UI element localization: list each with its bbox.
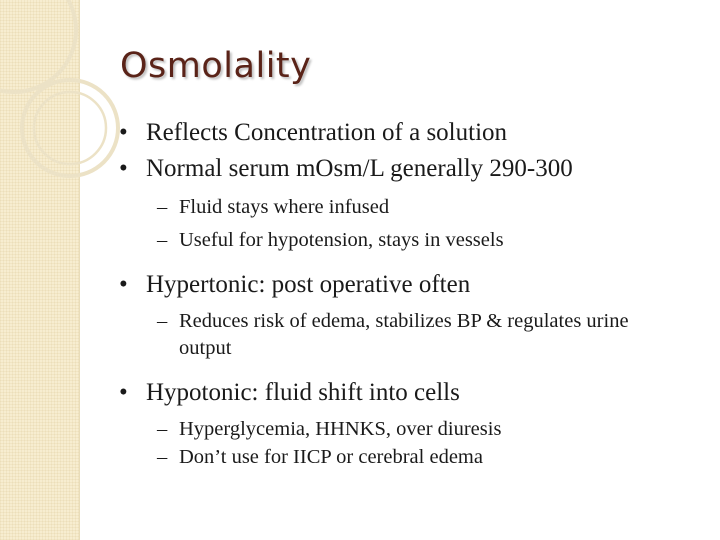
bullet-dot: • [119, 271, 128, 298]
sub-bullet-text: Hyperglycemia, HHNKS, over diuresis [179, 418, 502, 440]
bullet-item [115, 152, 675, 186]
bullet-dot: • [119, 155, 128, 182]
sub-bullet-dash: – [157, 196, 168, 218]
bullet-text: Normal serum mOsm/L generally 290-300 [146, 155, 573, 182]
sub-bullet-text: Useful for hypotension, stays in vessels [179, 229, 504, 251]
bullet-text: Reflects Concentration of a solution [146, 119, 508, 146]
sub-bullet-dash: – [157, 229, 168, 251]
sub-bullet-text: Fluid stays where infused [179, 196, 390, 218]
sub-bullet-text: Reduces risk of edema, stabilizes BP & regulates urine output [179, 310, 629, 359]
sub-bullet-item [115, 444, 675, 471]
bullet-dot: • [119, 379, 128, 406]
bullet-dot: • [119, 119, 128, 146]
sub-bullet-dash: – [157, 310, 168, 332]
bullet-item [115, 376, 675, 410]
bullet-text: Hypertonic: post operative often [146, 271, 471, 298]
sub-bullet-text: Don’t use for IICP or cerebral edema [179, 446, 483, 468]
slide-title: Osmolality [120, 46, 312, 86]
sub-bullet-item [115, 194, 675, 221]
sub-bullet-item [115, 308, 675, 362]
bullet-item [115, 116, 675, 150]
bullet-text: Hypotonic: fluid shift into cells [146, 379, 460, 406]
sub-bullet-item [115, 416, 675, 443]
sub-bullet-dash: – [157, 418, 168, 440]
bullet-item [115, 268, 675, 302]
sub-bullet-dash: – [157, 446, 168, 468]
sub-bullet-item [115, 227, 675, 254]
slide-body [115, 116, 675, 471]
